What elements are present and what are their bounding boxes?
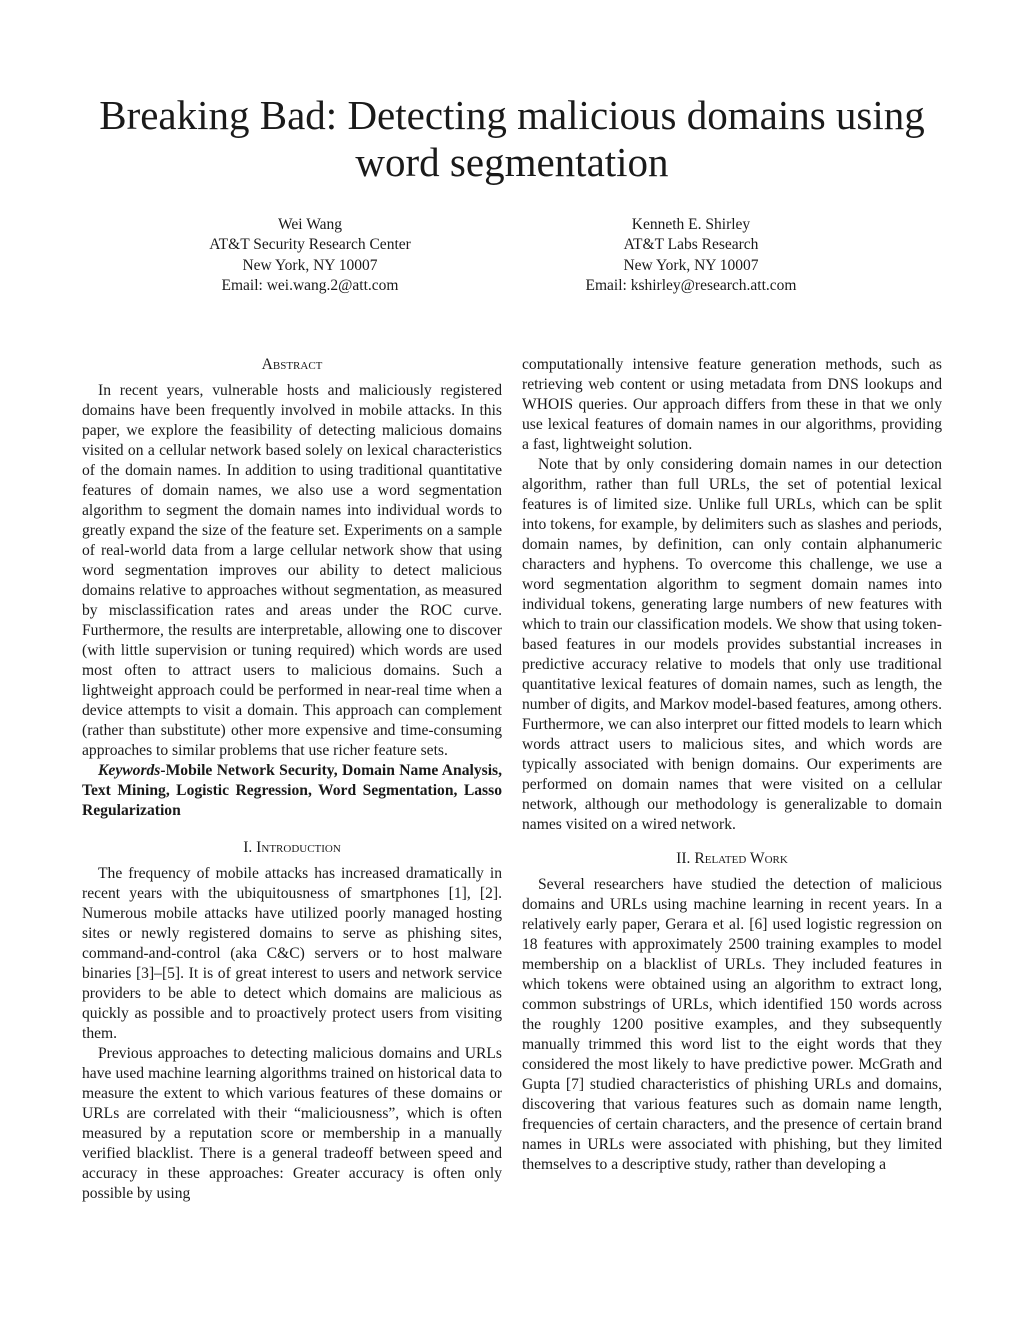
related-work-heading: II. Related Work (676, 850, 788, 867)
author-affiliation: AT&T Security Research Center (209, 236, 411, 254)
paper-title: Breaking Bad: Detecting malicious domains using word segmentation (99, 92, 925, 185)
intro-paragraph: computationally intensive feature generation methods, such as retrieving web content or using metadata from DNS lookups and WHOIS queries. Our approach differs from these in that we only use lexical features of domain names in our algorithms, providing a fast, lightweight solution. (522, 356, 942, 453)
author-affiliation: AT&T Labs Research (623, 236, 759, 254)
author-block-1 (130, 215, 490, 296)
author-name: Wei Wang (278, 216, 342, 233)
keywords (82, 761, 502, 821)
left-column (82, 355, 502, 1204)
abstract-heading: Abstract (261, 356, 323, 373)
author-name: Kenneth E. Shirley (631, 216, 751, 233)
right-column (522, 355, 942, 1175)
keywords-list: -Mobile Network Security, Domain Name Analysis, Text Mining, Logistic Regression, Word Segmentation, Lasso Regularization (82, 762, 502, 819)
intro-paragraph: Previous approaches to detecting malicious domains and URLs have used machine learning algorithms trained on historical data to measure the extent to which various features of these domains or URLs are correlated with their “maliciousness”, which is often measured by a reputation score or membership in a manually verified blacklist. There is a general tradeoff between speed and accuracy in these approaches: Greater accuracy is often only possible by using (82, 1045, 502, 1202)
author-location: New York, NY 10007 (623, 256, 759, 274)
author-block-2 (511, 215, 871, 296)
author-email: Email: kshirley@research.att.com (585, 276, 797, 294)
author-email: Email: wei.wang.2@att.com (221, 276, 399, 294)
author-location: New York, NY 10007 (242, 256, 378, 274)
abstract-text: In recent years, vulnerable hosts and maliciously registered domains have been frequently involved in mobile attacks. In this paper, we explore the feasibility of detecting malicious domains visited on a cellular network based solely on lexical characteristics of the domain names. In addition to using traditional quantitative features of domain names, we also use a word segmentation algorithm to segment the domain names into individual words to greatly expand the size of the feature set. Experiments on a sample of real-world data from a large cellular network show that using word segmentation improves our ability to detect malicious domains relative to approaches without segmentation, as measured by misclassification rates and areas under the ROC curve. Furthermore, the results are interpretable, allowing one to discover (with little supervision or tuning required) which words are used most often to attract users to malicious domains. Such a lightweight approach could be performed in near-real time when a device attempts to visit a domain. This approach can complement (rather than substitute) other more expensive and time-consuming approaches to similar problems that use richer feature sets. (82, 382, 502, 759)
intro-paragraph: Note that by only considering domain names in our detection algorithm, rather than full URLs, the set of potential lexical features is of limited size. Unlike full URLs, which can be split into tokens, for example, by delimiters such as slashes and periods, domain names, by definition, can only contain alphanumeric characters and hyphens. To overcome this challenge, we use a word segmentation algorithm to segment domain names into individual tokens, generating large numbers of new features with which to train our classification models. We show that using token-based features in our models provides substantial increases in predictive accuracy relative to models that only use traditional quantitative lexical features of domain names, such as length, the number of digits, and Markov model-based features, among others. Furthermore, we can also interpret our fitted models to learn which words attract users to malicious sites, and which words are typically associated with benign domains. Our experiments are performed on domain names that were visited on a cellular network, although our methodology is generalizable to domain names visited on a wired network. (522, 456, 942, 833)
keywords-label: Keywords (98, 762, 161, 779)
intro-heading: I. Introduction (243, 839, 341, 856)
intro-paragraph: The frequency of mobile attacks has increased dramatically in recent years with the ubiquitousness of smartphones [1], [2]. Numerous mobile attacks have utilized poorly managed hosting sites or newly registered domains to serve as phishing sites, command-and-control (aka C&C) servers or to host malware binaries [3]–[5]. It is of great interest to users and network service providers to be able to detect which domains are malicious as quickly as possible and to proactively protect users from visiting them. (82, 865, 502, 1042)
related-paragraph: Several researchers have studied the detection of malicious domains and URLs using machine learning in recent years. In a relatively early paper, Gerara et al. [6] used logistic regression on 18 features with approximately 2500 training examples to model membership on a blacklist of URLs. They included features in which tokens were obtained using an algorithm to extract long, common substrings of URLs, which identified 150 words across the roughly 1200 positive examples, and they subsequently manually trimmed this word list to the eight words that they considered the most likely to have predictive power. McGrath and Gupta [7] studied characteristics of phishing URLs and domains, discovering that various features such as domain name length, frequencies of certain characters, and the presence of certain brand names in URLs were associated with phishing, but they limited themselves to a descriptive study, rather than developing a (522, 876, 942, 1173)
